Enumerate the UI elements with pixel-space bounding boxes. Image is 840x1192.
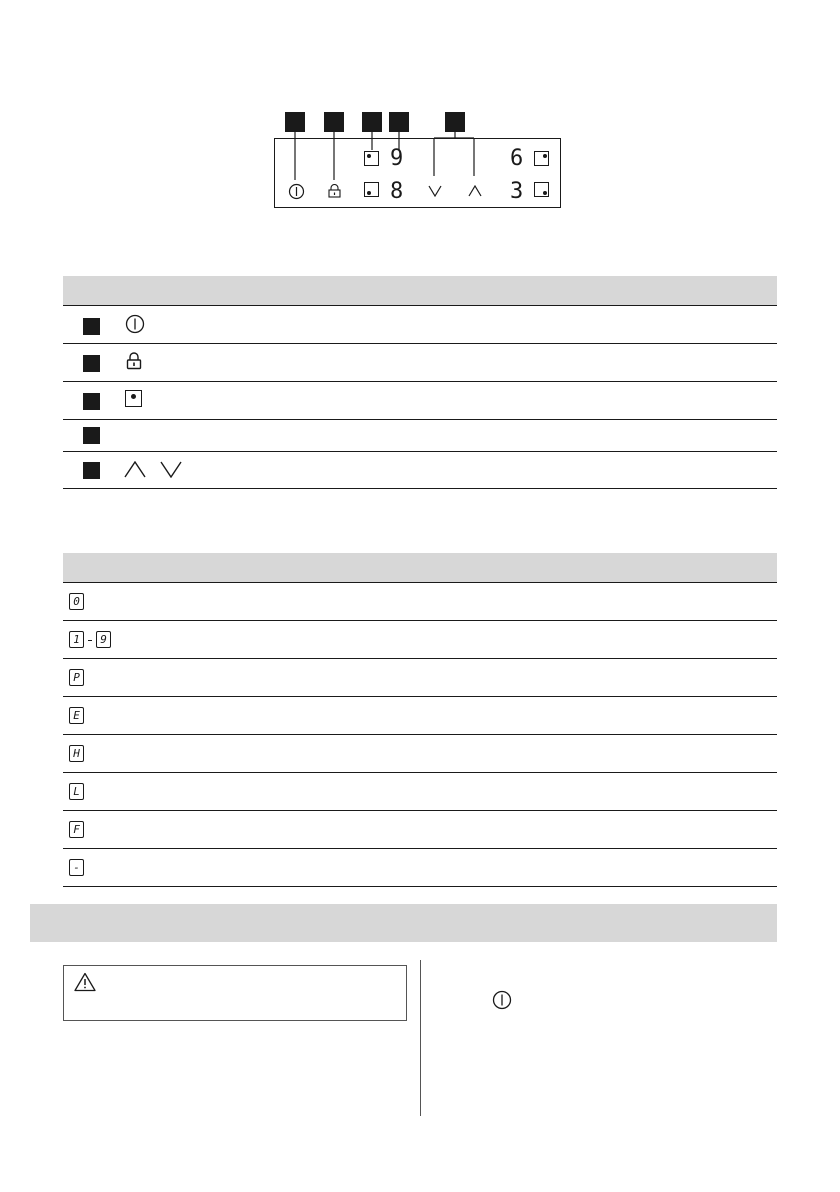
table-row (63, 452, 777, 489)
table-row (63, 849, 777, 887)
section-heading-bar (30, 904, 777, 942)
display-symbol: E (69, 707, 84, 724)
column-divider (420, 960, 421, 1116)
range-dash (88, 640, 92, 641)
heat-display-front-left: 9 (390, 146, 404, 171)
heat-setting-display-table (63, 553, 777, 887)
table-row (63, 773, 777, 811)
display-symbol: F (69, 821, 84, 838)
row-number-marker (83, 355, 100, 372)
table-row (63, 306, 777, 344)
callout-leader-lines (0, 0, 840, 260)
display-symbol: H (69, 745, 84, 762)
row-number-marker (83, 393, 100, 410)
display-symbol: P (69, 669, 84, 686)
control-panel (274, 138, 561, 208)
table-row (63, 420, 777, 452)
table-row (63, 659, 777, 697)
lock-icon[interactable] (328, 184, 341, 198)
table-header (63, 553, 777, 583)
display-symbol: 1 (69, 631, 84, 648)
zone-select-icon[interactable] (364, 151, 379, 166)
down-arrow-icon (160, 461, 182, 478)
down-arrow-icon[interactable] (428, 185, 442, 197)
table-header (63, 276, 777, 306)
zone-select-icon[interactable] (364, 182, 379, 197)
table-row (63, 382, 777, 420)
table-row (63, 344, 777, 382)
display-symbol: 0 (69, 593, 84, 610)
zone-select-icon[interactable] (534, 151, 549, 166)
row-number-marker (83, 427, 100, 444)
row-number-marker (83, 462, 100, 479)
table-row (63, 583, 777, 621)
heat-display-rear-left: 8 (390, 179, 404, 204)
table-row (63, 697, 777, 735)
display-symbol: - (69, 859, 84, 876)
warning-triangle-icon (74, 972, 96, 992)
zone-select-icon (125, 390, 142, 407)
on-off-icon (492, 990, 512, 1010)
on-off-icon (125, 314, 145, 334)
warning-box (63, 965, 407, 1021)
table-row (63, 621, 777, 659)
heat-display-front-right: 6 (510, 146, 524, 171)
on-off-icon[interactable] (288, 183, 305, 200)
display-symbol: L (69, 783, 84, 800)
display-symbol: 9 (96, 631, 111, 648)
table-row (63, 811, 777, 849)
lock-icon (126, 352, 142, 370)
up-arrow-icon[interactable] (468, 185, 482, 197)
heat-display-rear-right: 3 (510, 179, 524, 204)
row-number-marker (83, 318, 100, 335)
up-arrow-icon (124, 461, 146, 478)
table-row (63, 735, 777, 773)
sensor-field-table (63, 276, 777, 489)
zone-select-icon[interactable] (534, 182, 549, 197)
